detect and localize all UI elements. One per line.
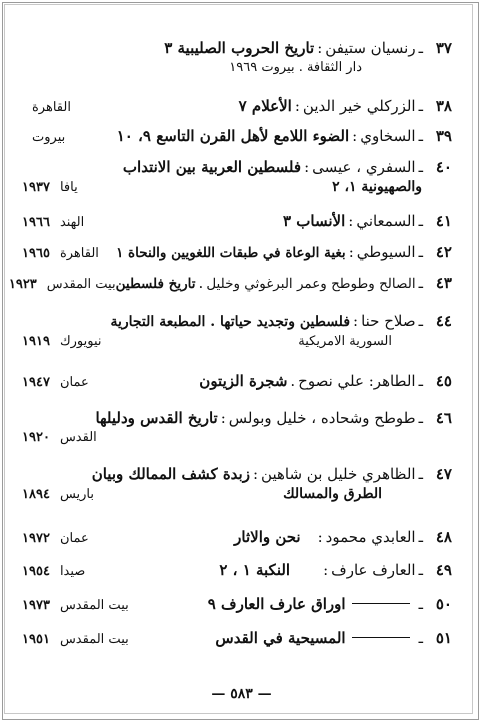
entry-number: ٤٥ [435,372,452,390]
entry-number: ٤٠ [435,158,452,176]
entry-author: طوطح وشحاده ، خليل وبولس [228,409,416,427]
entry-colon: : [304,158,310,176]
entry-place: يافا [59,180,78,195]
entry-49 [22,560,452,582]
entry-colon: : [352,127,358,145]
entry-year: ١٩٢٣ [8,277,37,292]
entry-place: صيدا [59,564,86,579]
entry-place: الهند [59,215,85,230]
entry-place: بيت المقدس [59,632,129,647]
entry-author: صلاح حنا [361,312,416,330]
entry-author: الصالح وطوطح وعمر البرغوثي وخليل [206,276,416,292]
ditto-line [352,603,410,604]
entry-number: ٤٦ [435,409,452,427]
entry-45 [22,371,452,393]
entry-colon: : [252,465,259,483]
entry-title: فلسطين العربية بين الانتداب [122,158,302,176]
entry-year: ١٩١٩ [22,334,50,349]
entry-47 [22,464,452,505]
entry-number: ٤٢ [435,243,452,261]
entry-author: الظاهري خليل بن شاهين [261,465,416,483]
entry-year: ١٩٣٧ [22,180,50,195]
entry-author: رنسيان ستيفن [325,39,416,57]
entry-colon: : [348,212,354,230]
entry-place: بيت المقدس [46,277,116,292]
entry-year: ١٩٦٥ [22,246,50,261]
entry-place: باريس [59,487,94,502]
entry-dash: ـ [418,212,423,230]
entry-dash: ـ [418,158,423,176]
entry-year: ١٩٢٠ [22,430,50,445]
entry-author: العابدي محمود [325,528,416,546]
entry-place: نيويورك [59,334,102,349]
entry-colon: : [317,528,323,546]
entry-number: ٣٨ [435,97,452,115]
entry-title: الأعلام ٧ [238,97,292,115]
entry-author: العارف عارف [331,561,416,579]
entry-37 [22,38,452,78]
entry-dash: ـ [418,561,423,579]
entry-42 [22,242,452,264]
entry-title: زبدة كشف الممالك وبيان [91,465,250,483]
entry-title: بغية الوعاة في طبقات اللغويين والنحاة ١ [116,245,346,261]
entry-number: ٤٨ [435,528,452,546]
page-number: — ٥٨٣ — [211,686,272,702]
entry-place: القدس [59,430,97,445]
entry-title: تاريخ الحروب الصليبية ٣ [164,39,315,57]
entry-publisher: السورية الامريكية [298,334,392,349]
entry-number: ٣٩ [435,127,452,145]
entry-author: الطاهر: علي نصوح [298,372,416,390]
entry-46 [22,408,452,448]
entry-title: اوراق عارف العارف ٩ [207,595,346,613]
entry-dash: ـ [418,629,423,647]
entry-colon: : [353,312,359,330]
entry-title: تاريخ القدس ودليلها [95,409,218,427]
entry-number: ٤١ [435,212,452,230]
entry-colon: : [348,243,354,261]
entry-50 [22,594,452,616]
entry-dash: ـ [418,127,423,145]
entry-place: القاهرة [32,100,71,115]
entry-year: ١٩٥١ [22,632,50,647]
entry-colon: : [317,39,323,57]
entry-title: المسيحية في القدس [215,629,346,647]
entry-place: بيروت [32,130,66,145]
entry-dot: . [198,274,204,292]
entry-dash: ـ [418,465,423,483]
entry-author: السخاوي [360,127,416,145]
entry-dash: ـ [418,243,423,261]
entry-colon: : [220,409,226,427]
entry-43 [8,273,452,295]
ditto-line [352,637,410,638]
entry-dash: ـ [418,595,423,613]
entry-author: السمعاني [356,212,416,230]
entry-year: ١٩٧٣ [22,598,50,613]
entry-author: الزركلي خير الدين [302,97,416,115]
entry-place: عمان [59,531,89,546]
entry-38 [22,96,452,118]
entry-dash: ـ [418,39,423,57]
entry-48 [22,527,452,549]
entry-39 [22,126,452,148]
entry-place: بيت المقدس [59,598,129,613]
entry-title: الأنساب ٣ [282,212,346,230]
entry-colon: : [323,561,329,579]
entry-number: ٥٠ [435,595,452,613]
entry-publisher: دار الثقافة . بيروت ١٩٦٩ [229,60,362,75]
entry-place: عمان [59,375,89,390]
entry-title: تاريخ فلسطين [115,276,196,292]
entry-dash: ـ [418,409,423,427]
bibliography-page [8,30,452,690]
entry-number: ٤٧ [435,465,452,483]
entry-year: ١٩٥٤ [22,564,50,579]
entry-number: ٥١ [435,629,452,647]
entry-year: ١٩٤٧ [22,375,50,390]
entry-title-continued: الطرق والمسالك [283,486,382,502]
entry-title: شجرة الزيتون [199,372,288,390]
entry-year: ١٨٩٤ [22,487,50,502]
entry-title: الضوء اللامع لأهل القرن التاسع ٩، ١٠ [116,127,350,145]
entry-number: ٤٣ [435,274,452,292]
entry-44 [22,311,452,352]
entry-dash: ـ [418,372,423,390]
entry-40 [22,157,452,198]
entry-title: النكبة ١ ، ٢ [219,561,291,579]
entry-author: السيوطي [356,243,416,261]
entry-number: ٣٧ [435,39,452,57]
entry-place: القاهرة [59,246,99,261]
entry-41 [22,211,452,233]
entry-number: ٤٩ [435,561,452,579]
entry-number: ٤٤ [435,312,452,330]
entry-title: نحن والاثار [234,528,301,546]
entry-dash: ـ [418,97,423,115]
entry-dot: . [290,372,296,390]
entry-title-continued: والصهيونية ١، ٢ [332,179,422,195]
entry-year: ١٩٦٦ [22,215,50,230]
entry-dash: ـ [418,528,423,546]
entry-colon: : [294,97,300,115]
entry-dash: ـ [418,312,423,330]
entry-dash: ـ [418,274,423,292]
entry-title: فلسطين وتجديد حياتها . المطبعة التجارية [110,314,351,330]
entry-author: السفري ، عيسى [312,158,416,176]
entry-year: ١٩٧٢ [22,531,50,546]
entry-51 [22,628,452,650]
